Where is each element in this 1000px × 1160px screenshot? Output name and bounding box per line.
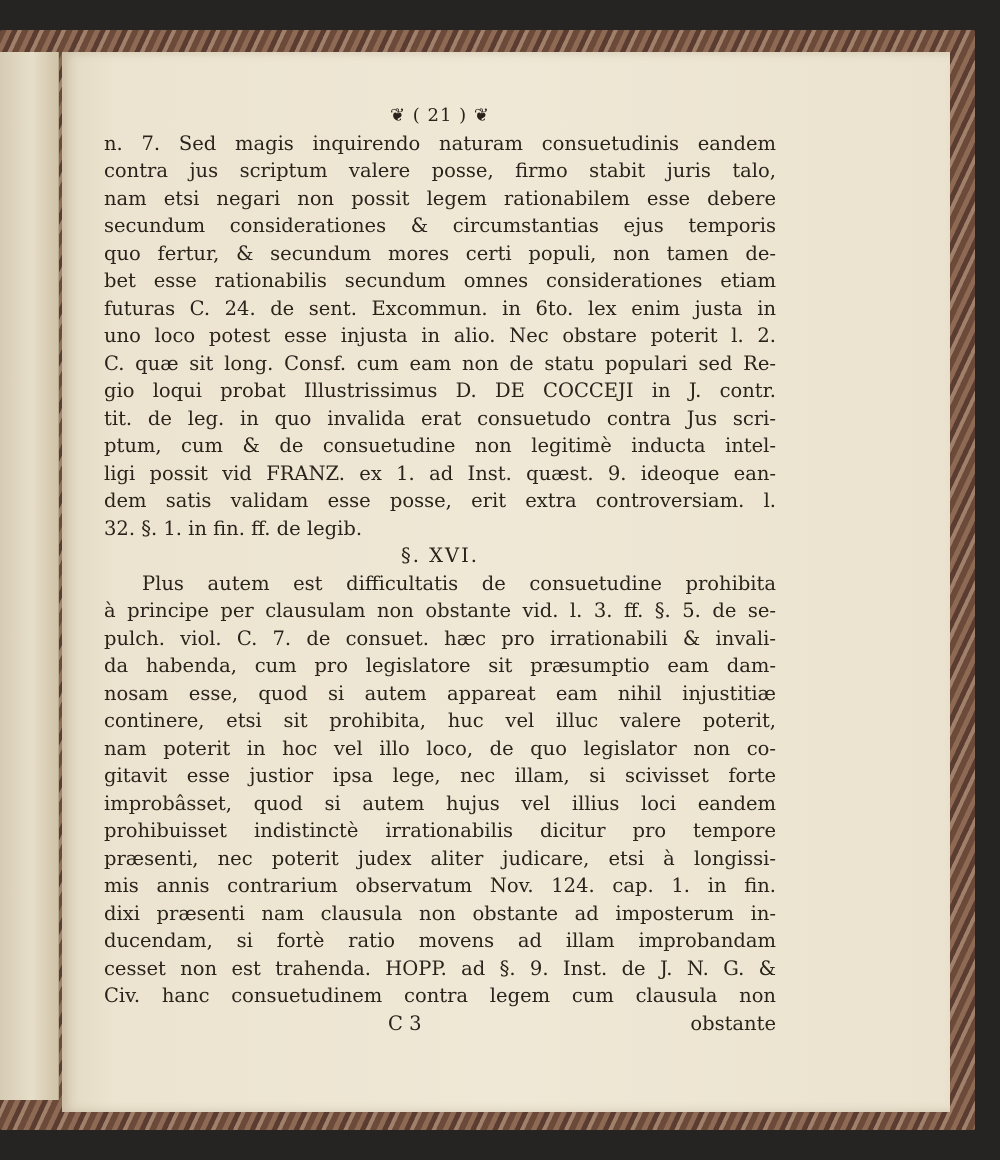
text-line: tit. de leg. in quo invalida erat consuetudo contra Jus scri- bbox=[104, 406, 776, 430]
text-line: da habenda, cum pro legislatore sit præsumptio eam dam- bbox=[104, 654, 776, 677]
text-line: continere, etsi sit prohibita, huc vel illuc valere poterit, bbox=[104, 709, 776, 732]
text-line: ducendam, si fortè ratio movens ad illam improbandam bbox=[104, 929, 776, 952]
text-line: n. 7. Sed magis inquirendo naturam consuetudinis eandem bbox=[104, 131, 776, 155]
page-text bbox=[104, 102, 776, 1037]
text-line: quo fertur, & secundum mores certi populi, non tamen de- bbox=[104, 241, 776, 265]
text-line: Plus autem est difficultatis de consuetudine prohibita bbox=[142, 571, 776, 595]
text-line: bet esse rationabilis secundum omnes considerationes etiam bbox=[104, 269, 776, 292]
text-line: uno loco potest esse injusta in alio. Nec obstare poterit l. 2. bbox=[104, 324, 776, 347]
text-line: secundum considerationes & circumstantias ejus temporis bbox=[104, 214, 776, 237]
text-line: gitavit esse justior ipsa lege, nec illam, si scivisset forte bbox=[104, 764, 776, 787]
text-line: prohibuisset indistinctè irrationabilis dicitur pro tempore bbox=[104, 819, 776, 842]
text-line: contra jus scriptum valere posse, firmo stabit juris talo, bbox=[104, 159, 776, 182]
text-line: ligi possit vid FRANZ. ex 1. ad Inst. quæst. 9. ideoque ean- bbox=[104, 461, 776, 485]
paragraph-xvi bbox=[104, 570, 776, 1010]
text-line: gio loqui probat Illustrissimus D. DE COCCEJI in J. contr. bbox=[104, 379, 776, 402]
text-line: cesset non est trahenda. HOPP. ad §. 9. Inst. de J. N. G. & bbox=[104, 956, 776, 980]
text-line: improbâsset, quod si autem hujus vel illius loci eandem bbox=[104, 791, 776, 815]
text-line: C. quæ sit long. Consf. cum eam non de statu populari sed Re- bbox=[104, 351, 776, 375]
text-line: futuras C. 24. de sent. Excommun. in 6to. lex enim justa in bbox=[104, 296, 776, 320]
text-line: à principe per clausulam non obstante vid. l. 3. ff. §. 5. de se- bbox=[104, 599, 776, 622]
page-footer bbox=[104, 1010, 776, 1038]
text-line: ptum, cum & de consuetudine non legitimè inducta intel- bbox=[104, 434, 776, 457]
page-header: ❦ ( 21 ) ❦ bbox=[390, 105, 490, 126]
section-title: §. XVI. bbox=[400, 544, 479, 567]
text-line: dixi præsenti nam clausula non obstante ad imposterum in- bbox=[104, 901, 776, 925]
text-line: præsenti, nec poterit judex aliter judicare, etsi à longissi- bbox=[104, 846, 776, 870]
left-page-edge bbox=[0, 52, 59, 1100]
text-line: mis annis contrarium observatum Nov. 124. cap. 1. in fin. bbox=[104, 874, 776, 897]
text-line: dem satis validam esse posse, erit extra controversiam. l. bbox=[104, 489, 776, 512]
text-line: Civ. hanc consuetudinem contra legem cum clausula non bbox=[104, 984, 776, 1007]
catchword: obstante bbox=[690, 1011, 776, 1035]
paragraph-n7 bbox=[104, 130, 776, 543]
signature-mark: C 3 bbox=[388, 1011, 422, 1035]
text-line: pulch. viol. C. 7. de consuet. hæc pro irrationabili & invali- bbox=[104, 626, 776, 650]
text-line: nam poterit in hoc vel illo loco, de quo legislator non co- bbox=[104, 736, 776, 760]
text-line: nam etsi negari non possit legem rationabilem esse debere bbox=[104, 186, 776, 210]
text-line: nosam esse, quod si autem appareat eam nihil injustitiæ bbox=[104, 681, 776, 705]
text-line: 32. §. 1. in fin. ff. de legib. bbox=[104, 516, 363, 540]
